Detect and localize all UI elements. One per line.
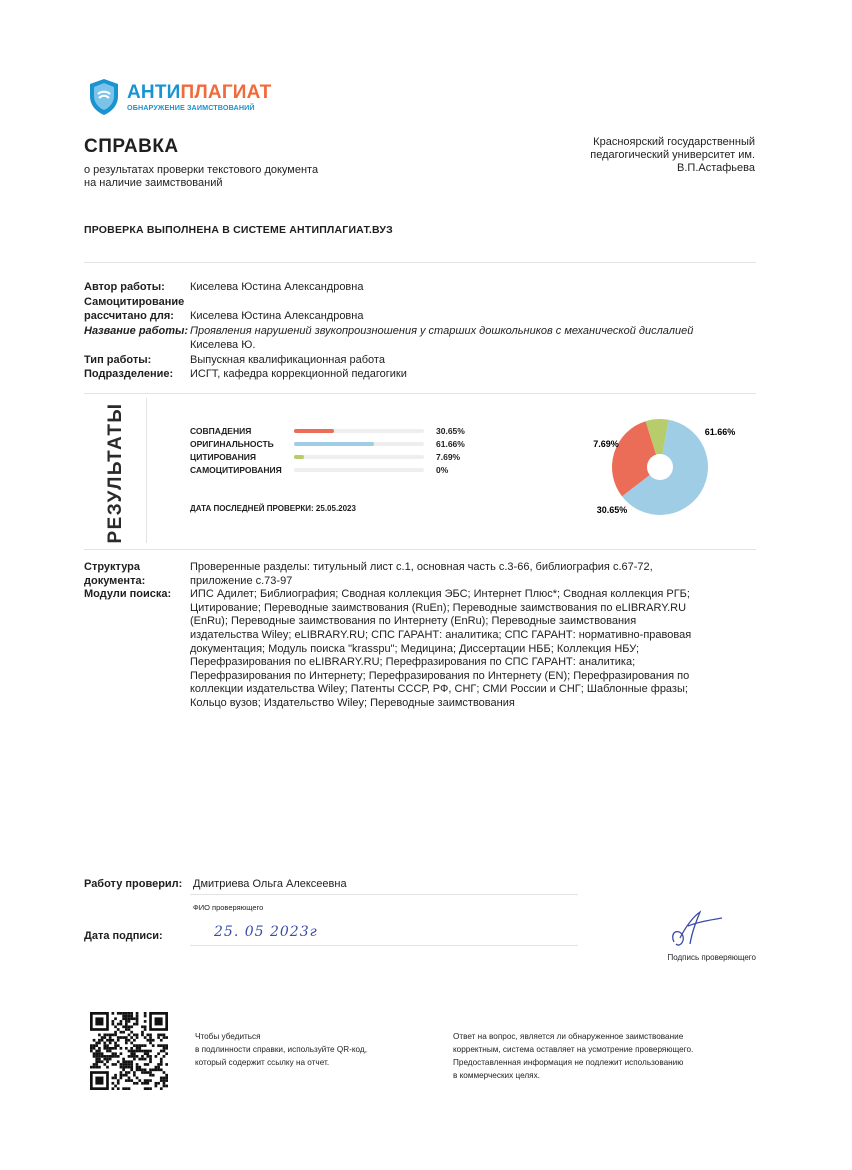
qr-note [195, 1030, 425, 1069]
note-line: который содержит ссылку на отчет. [195, 1058, 330, 1067]
department-row [84, 367, 774, 382]
module-line: издательства Wiley; eLIBRARY.RU; СПС ГАРАНТ: аналитика; СПС ГАРАНТ: нормативно-правовая [190, 628, 692, 641]
shield-icon [88, 78, 120, 116]
divider [84, 262, 756, 263]
module-line: Перефразирования по eLIBRARY.RU; Перефразирования по СПС ГАРАНТ: аналитика; [190, 656, 636, 669]
doc-structure-value-1: Проверенные разделы: титульный лист с.1, основная часть с.3-66, библиография с.67-72, [190, 561, 653, 573]
results-divider [146, 398, 147, 543]
metric-bar-fill [294, 429, 334, 433]
module-line: документация; Модуль поиска "krasspu"; Медицина; Диссертации НББ; Коллекция НБУ; [190, 642, 640, 655]
signature-caption: Подпись проверяющего [667, 953, 756, 962]
note-line: в коммерческих целях. [453, 1071, 540, 1080]
module-line: коллекции издательства Wiley; Патенты СССР, РФ, СНГ; СМИ России и СНГ; Шаблонные фразы; [190, 683, 688, 696]
pie-slice-label: 7.69% [593, 439, 619, 449]
work-type-value: Выпускная квалификационная работа [190, 353, 385, 366]
search-structure [84, 561, 774, 711]
metric-bar [294, 455, 424, 459]
self-cite-row-1 [84, 295, 774, 310]
note-line: корректным, система оставляет на усмотрение проверяющего. [453, 1045, 694, 1054]
metric-bar-fill [294, 455, 304, 459]
fio-caption: ФИО проверяющего [193, 903, 264, 912]
signer-underline [190, 894, 578, 895]
org-line-1: Красноярский государственный [593, 136, 755, 148]
work-type-label: Тип работы: [84, 353, 152, 366]
doc-structure-row-1 [84, 561, 774, 575]
metric-name: СОВПАДЕНИЯ [190, 425, 252, 436]
divider [84, 549, 756, 550]
author-row [84, 280, 774, 295]
metric-value: 0% [436, 464, 449, 475]
metric-bar [294, 429, 424, 433]
metric-row [190, 424, 480, 437]
metric-row [190, 463, 480, 476]
subtitle-line-1: о результатах проверки текстового документа [84, 164, 319, 176]
module-line: (EnRu); Переводные заимствования по Интернету (EnRu); Переводные заимствования [190, 615, 637, 628]
pie-slice-label: 61.66% [704, 427, 736, 437]
org-line-3: В.П.Астафьева [677, 162, 755, 174]
subtitle-line-2: на наличие заимствований [84, 177, 223, 189]
divider [84, 393, 756, 394]
results-section-label: РЕЗУЛЬТАТЫ [105, 401, 126, 544]
modules-list [190, 588, 774, 710]
metric-row [190, 437, 480, 450]
metric-row [190, 450, 480, 463]
brand-tagline: ОБНАРУЖЕНИЕ ЗАИМСТВОВАНИЙ [127, 103, 255, 112]
work-title-row [84, 324, 774, 339]
doc-structure-label-2: документа: [84, 574, 146, 587]
self-cite-label-2: рассчитано для: [84, 310, 174, 322]
module-line: Цитирование; Переводные заимствования (RuEn); Переводные заимствования по eLIBRARY.RU [190, 601, 687, 614]
date-label: Дата подписи: [84, 930, 163, 942]
results-metrics [190, 424, 480, 476]
doc-structure-label-1: Структура [84, 561, 140, 573]
metric-value: 61.66% [436, 438, 465, 449]
disclaimer-note [453, 1030, 753, 1082]
results-pie-chart [590, 405, 736, 535]
checked-by-label: Работу проверил: [84, 878, 183, 890]
work-type-row [84, 353, 774, 368]
date-underline [190, 945, 578, 946]
metric-name: ОРИГИНАЛЬНОСТЬ [190, 438, 274, 449]
department-label: Подразделение: [84, 368, 174, 380]
metric-name: ЦИТИРОВАНИЯ [190, 451, 256, 462]
pie-hole [647, 454, 673, 480]
organization [495, 136, 755, 175]
note-line: Ответ на вопрос, является ли обнаруженное заимствование [453, 1032, 684, 1041]
metric-name: САМОЦИТИРОВАНИЯ [190, 464, 282, 475]
metric-value: 30.65% [436, 425, 465, 436]
self-cite-value: Киселева Юстина Александровна [190, 310, 364, 322]
brand-name [127, 82, 271, 104]
author-value: Киселева Юстина Александровна [190, 281, 364, 293]
handwritten-date: 25. 05 2023г [214, 924, 318, 940]
work-info [84, 280, 774, 382]
work-title-value-2: Киселева Ю. [190, 339, 256, 351]
checked-by-value: Дмитриева Ольга Алексеевна [193, 878, 347, 890]
system-line: ПРОВЕРКА ВЫПОЛНЕНА В СИСТЕМЕ АНТИПЛАГИАТ.ВУЗ [84, 224, 393, 236]
handwritten-signature [666, 908, 726, 950]
metric-bar [294, 468, 424, 472]
pie-slice-label: 30.65% [596, 505, 628, 515]
doc-structure-value-2: приложение с.73-97 [190, 574, 293, 587]
author-label: Автор работы: [84, 281, 165, 293]
modules-row [84, 588, 774, 710]
metric-bar [294, 442, 424, 446]
note-line: Чтобы убедиться [195, 1032, 261, 1041]
self-cite-label-1: Самоцитирование [84, 295, 185, 308]
work-title-label: Название работы: [84, 324, 189, 337]
department-value: ИСГТ, кафедра коррекционной педагогики [190, 368, 407, 380]
brand-part-2: ПЛАГИАТ [180, 82, 272, 103]
modules-label: Модули поиска: [84, 588, 172, 601]
qr-code-icon [90, 1012, 168, 1090]
last-check-date: ДАТА ПОСЛЕДНЕЙ ПРОВЕРКИ: 25.05.2023 [190, 504, 356, 513]
self-cite-row-2 [84, 309, 774, 324]
page-subtitle [84, 164, 384, 190]
metric-bar-fill [294, 442, 374, 446]
work-title-value: Проявления нарушений звукопроизношения у старших дошкольников с механической дислалией [190, 324, 694, 337]
module-line: Перефразирования по Интернету; Перефразирования по Интернету (EN); Перефразирования по [190, 669, 690, 682]
org-line-2: педагогический университет им. [590, 149, 755, 161]
module-line: ИПС Адилет; Библиография; Сводная коллекция ЭБС; Интернет Плюс*; Сводная коллекция РГБ; [190, 588, 690, 601]
metric-value: 7.69% [436, 451, 461, 462]
note-line: в подлинности справки, используйте QR-код, [195, 1045, 367, 1054]
work-title-row-2 [84, 338, 774, 353]
doc-structure-row-2 [84, 575, 774, 589]
note-line: Предоставленная информация не подлежит использованию [453, 1058, 684, 1067]
brand-part-1: АНТИ [127, 82, 181, 103]
page-title: СПРАВКА [84, 136, 179, 157]
module-line: Кольцо вузов; Издательство Wiley; Переводные заимствования [190, 696, 515, 709]
